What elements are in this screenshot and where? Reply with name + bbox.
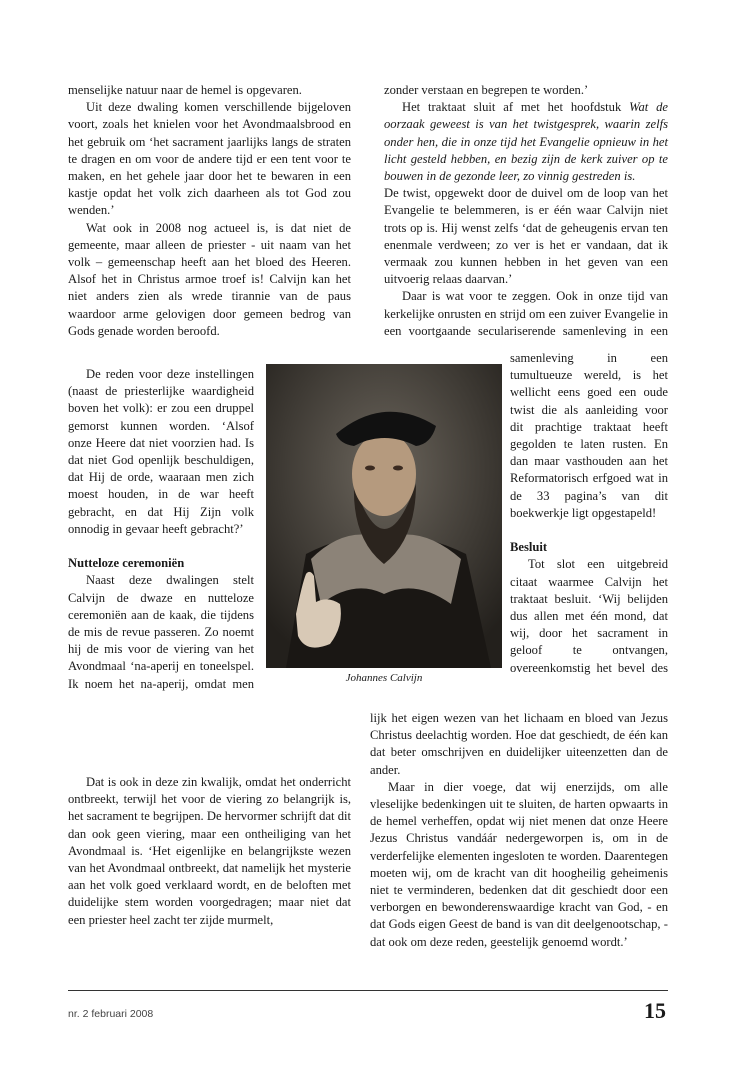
right-column-top <box>384 82 668 339</box>
paragraph-continued: samenleving in een tumultueuze wereld, is het wellicht eens goed een oude twist die als aanleiding voor dit prachtige traktaat heeft gegolden te laten rusten. En dan maar vasthouden aan het Reformatorisch erfgoed wat in de 33 pagina’s van dit boekwerkje ligt opgestapeld! <box>510 351 668 520</box>
left-column-top <box>68 82 351 340</box>
left-column-narrow <box>68 366 254 692</box>
paragraph: Daar is wat voor te zeggen. Ook in onze tijd van kerkelijke onrusten en strijd om een zuiver Evangelie in een voortgaande seculariserende samenleving in een <box>384 289 668 338</box>
right-column-narrow <box>510 350 668 676</box>
footer-rule <box>68 990 668 991</box>
paragraph: Dat is ook in deze zin kwalijk, omdat het onderricht ontbreekt, terwijl het voor de viering zo belangrijk is, het sacrament te begrijpen. De hervormer schrijft dat dit dan ook geen viering, maar een ontheiliging van het Avondmaal is. ‘Het eigenlijke en belangrijkste wezen van het Avondmaal ontbreekt, dat namelijk het mysterie aan het volk goed verklaard wordt, en de beloften met duidelijke stem worden voorgedragen; maar niet dat een priester heel zacht ter zijde murmelt, <box>68 775 351 927</box>
section-heading: Besluit <box>510 540 548 555</box>
paragraph: Maar in dier voege, dat wij enerzijds, om alle vleselijke bedenkingen uit te sluiten, de harten opwaarts in de hemel verheffen, opdat wij niet menen dat onze Heere Jezus Christus vandáár nedergeworpen is, om in de verderfelijke elementen ingesloten te worden. Daarentegen moeten wij, om de kracht van dit hoogheilig geheimenis niet te verminderen, bedenken dat dit geschiedt door een verborgen en bewonderenswaardige kracht van God, - en dat Gods eigen Geest de band is van dit deelgenootschap, - dat ook om deze reden, geestelijk genoemd wordt.’ <box>370 779 668 949</box>
paragraph: De reden voor deze instellingen (naast de priesterlijke waardigheid boven het volk): er zou een druppel gemorst kunnen worden. ‘Alsof onze Heere dat niet voorzien had. Is dat niet God openlijk beschuldigen, dat Hij de orde, waaraan men zich moest houden, in de war heeft gebracht, en dat Hij Zijn volk onnodig in gevaar heeft gebracht?’ <box>68 367 254 536</box>
portrait-image <box>266 364 502 668</box>
paragraph: Uit deze dwaling komen verschillende bijgeloven voort, zoals het knielen voor het Avondmaalsbrood en het gebruik om ‘het sacrament jaarlijks langs de straten te dragen en om voor de andere tijd er een tent voor te maken, en het gehele jaar door het te bewaren in een kastje opdat het volk zich daarheen als tot God zou wenden.’ <box>68 100 351 218</box>
paragraph-lead: Het traktaat sluit af met het hoofdstuk <box>402 100 630 115</box>
issue-label: nr. 2 februari 2008 <box>68 1008 154 1020</box>
paragraph: Wat ook in 2008 nog actueel is, is dat niet de gemeente, maar alleen de priester - uit naam van het volk – gemeenschap heeft aan het bloed des Heeren. Alsof het in Christus armoe troef is! Calvijn kan het niet anders zien als wrede tirannie van de paus waardoor arme gelovigen door gemeen bedrog van Gods genade worden beroofd. <box>68 220 351 338</box>
right-column-bottom <box>370 710 668 951</box>
figure-caption: Johannes Calvijn <box>345 672 423 684</box>
section-heading: Nutteloze ceremoniën <box>68 556 185 571</box>
paragraph: De twist, opgewekt door de duivel om de loop van het Evangelie te belemmeren, is er één waar Calvijn niet trots op is. Hij wenst zelfs ‘dat de geheugenis ervan ten enenmale verdween; zo ver is het er vandaan, dat ik vermaak zou kunnen hebben in het geven van een uitvoerig relaas daarvan.’ <box>384 186 668 287</box>
paragraph: Naast deze dwalingen stelt Calvijn de dwaze en nutteloze ceremoniën aan de kaak, die tijdens de mis de revue passeren. Zo noemt hij de mis voor de viering van het Avondmaal ‘na-aperij en toneelspel. Ik noem het na-aperij, omdat men <box>68 573 254 691</box>
paragraph <box>384 99 668 185</box>
paragraph-continued: lijk het eigen wezen van het lichaam en bloed van Jezus Christus deelachtig worden. Hoe dat geschiedt, de één kan dat beter omschrijven en duidelijker uiteenzetten dan de ander. <box>370 711 668 777</box>
chapter-title: Wat de oorzaak geweest is van het twistgesprek, waarin zelfs onder hen, die in onze tijd het Evangelie opnieuw in het licht gesteld hebben, en bezig zijn de kerk zuiver op te bouwen in de gezonde leer, zo vinnig gestreden is. <box>384 100 668 184</box>
left-column-bottom <box>68 774 351 929</box>
paragraph: Tot slot een uitgebreid citaat waarmee Calvijn het traktaat besluit. ‘Wij belijden dus allen met één mond, dat wij, door het sacrament in geloof te ontvangen, overeenkomstig het bevel des <box>510 557 668 675</box>
page-number: 15 <box>644 998 666 1023</box>
paragraph: menselijke natuur naar de hemel is opgevaren. <box>68 83 302 97</box>
paragraph: zonder verstaan en begrepen te worden.’ <box>384 83 589 97</box>
